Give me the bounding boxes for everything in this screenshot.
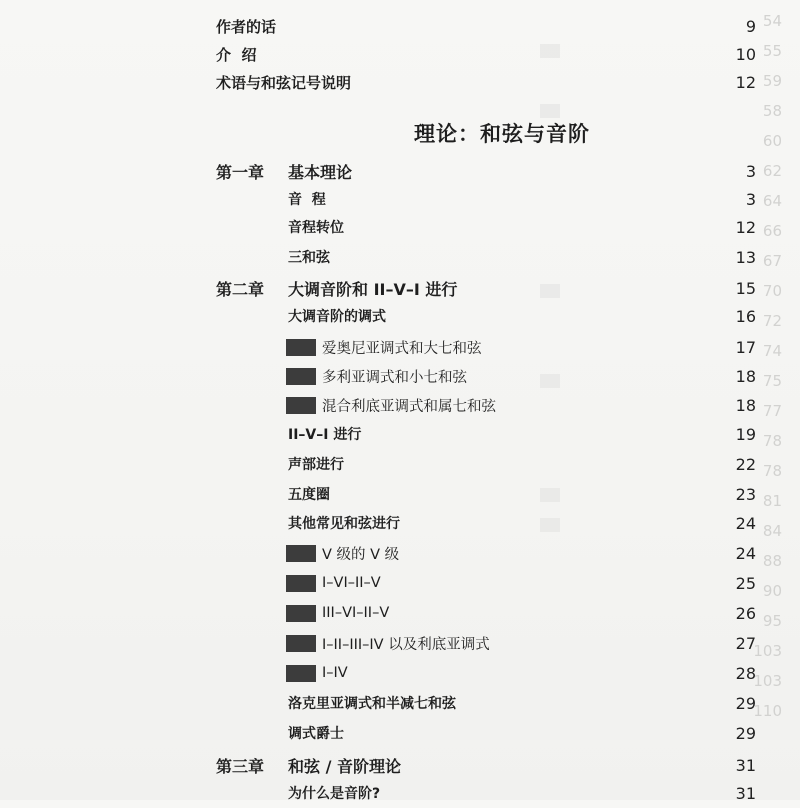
entry-page-number: 28 [735, 663, 756, 683]
entry-page-number: 23 [735, 484, 756, 504]
entry-label: 五度圈 [288, 487, 330, 503]
chapter-1-title-row[interactable] [288, 156, 352, 186]
toc-entry[interactable] [286, 598, 389, 628]
chapter-number: 第二章 [216, 279, 265, 299]
chapter-3-title-row[interactable] [288, 750, 401, 780]
show-through-mark [540, 44, 560, 58]
marker-bar [286, 665, 316, 682]
toc-entry[interactable] [288, 242, 330, 272]
toc-entry[interactable] [288, 449, 344, 479]
chapter-title: 大调音阶和 II–V–I 进行 [288, 279, 458, 299]
entry-label: V 级的 V 级 [322, 546, 400, 563]
show-through-mark [540, 104, 560, 118]
toc-entry[interactable] [288, 508, 400, 538]
toc-entry-terminology[interactable] [216, 67, 351, 97]
chapter-number: 第三章 [216, 756, 265, 776]
toc-entry-authors-note[interactable] [216, 11, 276, 41]
entry-page-number: 31 [735, 783, 756, 803]
entry-label: 调式爵士 [288, 726, 344, 742]
entry-page-number: 22 [735, 454, 756, 474]
marker-bar [286, 545, 316, 562]
entry-page-number: 19 [735, 424, 756, 444]
chapter-number: 第一章 [216, 162, 265, 182]
chapter-title: 基本理论 [288, 162, 353, 182]
entry-label: 介 绍 [216, 45, 257, 64]
entry-page-number: 27 [735, 633, 756, 653]
toc-entry[interactable] [288, 688, 456, 718]
toc-entry[interactable] [288, 718, 344, 748]
entry-page-number: 29 [735, 723, 756, 743]
entry-label: I–II–III–IV 以及利底亚调式 [322, 636, 490, 653]
entry-page-number: 18 [735, 395, 756, 415]
toc-entry[interactable] [286, 568, 381, 598]
toc-entry[interactable] [286, 628, 490, 658]
entry-label: 洛克里亚调式和半减七和弦 [288, 696, 456, 712]
show-through-mark [540, 518, 560, 532]
toc-entry[interactable] [288, 419, 361, 449]
chapter-1-row[interactable] [216, 156, 264, 186]
toc-entry[interactable] [288, 479, 330, 509]
toc-entry[interactable] [286, 361, 467, 391]
toc-entry-introduction[interactable] [216, 39, 256, 69]
entry-label: 多利亚调式和小七和弦 [322, 369, 467, 386]
show-through-mark [540, 374, 560, 388]
toc-entry[interactable] [286, 390, 496, 420]
toc-entry[interactable] [288, 184, 326, 214]
marker-bar [286, 397, 316, 414]
entry-page-number: 3 [745, 189, 756, 209]
entry-label: 爱奥尼亚调式和大七和弦 [322, 340, 482, 357]
toc-entry[interactable] [288, 301, 386, 331]
entry-label: 作者的话 [216, 17, 277, 36]
entry-page-number: 26 [735, 603, 756, 623]
entry-label: I–VI–II–V [322, 575, 381, 591]
chapter-page-number: 31 [735, 755, 756, 775]
entry-label: 大调音阶的调式 [288, 309, 386, 325]
entry-label: 混合利底亚调式和属七和弦 [322, 398, 496, 415]
marker-bar [286, 635, 316, 652]
entry-label: 术语与和弦记号说明 [216, 73, 352, 92]
chapter-3-row[interactable] [216, 750, 264, 780]
entry-label: 三和弦 [288, 250, 330, 266]
marker-bar [286, 368, 316, 385]
part-title: 理论：和弦与音阶 [414, 122, 590, 146]
chapter-page-number: 3 [745, 161, 756, 181]
marker-bar [286, 575, 316, 592]
entry-label: 其他常见和弦进行 [288, 516, 400, 532]
chapter-2-title-row[interactable] [288, 273, 457, 303]
toc-entry[interactable] [286, 332, 482, 362]
entry-label: II–V–I 进行 [288, 427, 362, 443]
entry-label: 为什么是音阶? [288, 786, 381, 802]
marker-bar [286, 339, 316, 356]
entry-page-number: 18 [735, 366, 756, 386]
entry-page-number: 17 [735, 337, 756, 357]
entry-page-number: 12 [735, 72, 756, 92]
toc-entry[interactable] [286, 658, 348, 688]
chapter-title: 和弦 / 音阶理论 [288, 756, 401, 776]
entry-page-number: 24 [735, 543, 756, 563]
entry-page-number: 13 [735, 247, 756, 267]
entry-label: III–VI–II–V [322, 605, 390, 621]
show-through-mark [540, 284, 560, 298]
chapter-page-number: 15 [735, 278, 756, 298]
entry-label: I–IV [322, 665, 348, 681]
entry-page-number: 12 [735, 217, 756, 237]
entry-label: 音 程 [288, 192, 326, 208]
entry-label: 音程转位 [288, 220, 344, 236]
toc-entry[interactable] [286, 538, 399, 568]
marker-bar [286, 605, 316, 622]
entry-page-number: 29 [735, 693, 756, 713]
entry-page-number: 25 [735, 573, 756, 593]
show-through-mark [540, 488, 560, 502]
show-through: 54 55 59 58 60 62 64 66 67 70 72 74 75 77 78 78 81 84 88 90 95 103 103 110 [753, 12, 782, 720]
entry-page-number: 10 [735, 44, 756, 64]
chapter-2-row[interactable] [216, 273, 264, 303]
toc-entry[interactable] [288, 778, 380, 808]
entry-page-number: 16 [735, 306, 756, 326]
entry-label: 声部进行 [288, 457, 344, 473]
entry-page-number: 24 [735, 513, 756, 533]
toc-entry[interactable] [288, 212, 344, 242]
entry-page-number: 9 [745, 16, 756, 36]
